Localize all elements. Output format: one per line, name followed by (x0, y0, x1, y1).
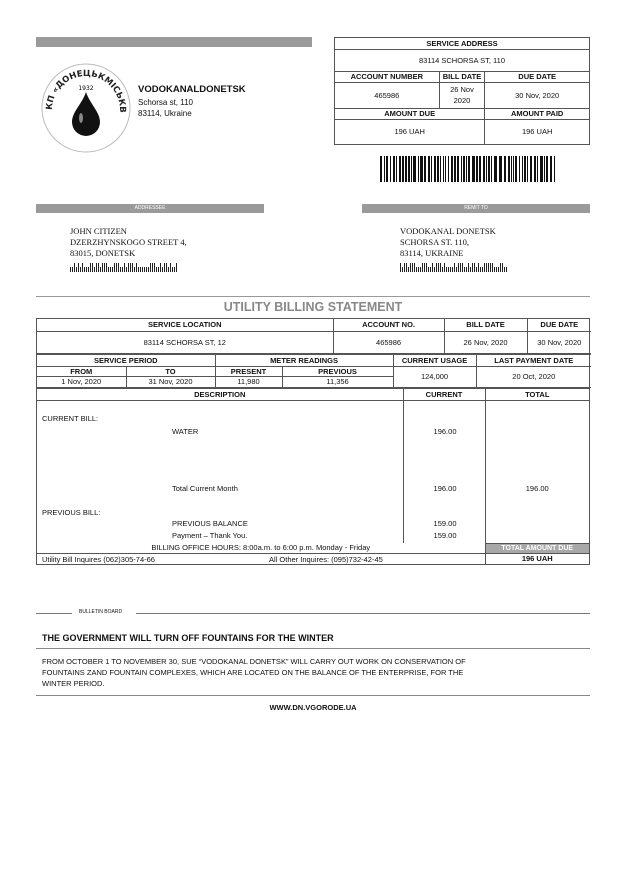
service-address-value: 83114 SCHORSA ST, 110 (335, 49, 589, 71)
due-date-value-2: 30 Nov, 2020 (527, 331, 591, 353)
remit-header (362, 204, 590, 213)
bulletin-label: BULLETIN BOARD (79, 609, 123, 615)
last-payment-label: LAST PAYMENT DATE (476, 354, 591, 366)
statement-table (36, 318, 590, 565)
previous-bill-label: PREVIOUS BILL: (42, 507, 101, 517)
inquiries-utility: Utility Bill Inquires (062)305-74-66 (42, 554, 155, 564)
bill-date-label: BILL DATE (439, 71, 485, 82)
bulletin-divider (36, 609, 590, 615)
current-label: CURRENT (403, 388, 485, 400)
bulletin-body: FROM OCTOBER 1 TO NOVEMBER 30, SUE “VODOKANAL DONETSK” WILL CARRY OUT WORK ON CONSERVATION OF FOUNTAINS ZAND FOUNTAIN COMPLEXES, WHICH ARE LOCATED ON THE BALANCE OF THE ENTERPRISE, FOR THE WINTER PERIOD. (42, 657, 466, 688)
amount-due-value: 196 UAH (335, 119, 485, 144)
payment-label: Payment – Thank You. (172, 530, 248, 540)
inquiries-row (37, 553, 485, 564)
present-value: 11,980 (215, 376, 282, 387)
company-logo (38, 60, 134, 156)
water-label: WATER (172, 426, 199, 436)
service-address-label: SERVICE ADDRESS (335, 38, 589, 49)
to-value: 31 Nov, 2020 (126, 376, 215, 387)
total-label: TOTAL (485, 388, 589, 400)
water-amount: 196.00 (433, 426, 457, 436)
account-no-value: 465986 (333, 331, 444, 353)
previous-balance-label: PREVIOUS BALANCE (172, 518, 248, 528)
bulletin-body-rule (36, 695, 590, 696)
website-link[interactable]: WWW.DN.VGORODE.UA (269, 703, 357, 712)
previous-label: PREVIOUS (282, 366, 393, 376)
to-label: TO (126, 366, 215, 376)
service-box (334, 37, 590, 145)
office-hours: BILLING OFFICE HOURS: 8:00a.m. to 6:00 p.m. Monday - Friday (37, 543, 485, 553)
payment-amount: 159.00 (433, 530, 457, 540)
previous-balance-amount: 159.00 (433, 518, 457, 528)
description-body (37, 400, 403, 543)
remit-line1: VODOKANAL DONETSK (400, 226, 496, 236)
logo-ring-text: КП «ДОНЕЦЬКМІСЬКВ (44, 68, 128, 113)
description-label: DESCRIPTION (37, 388, 403, 400)
company-name: VODOKANALDONETSK (138, 84, 246, 95)
section-divider (36, 296, 590, 297)
bulletin-headline: THE GOVERNMENT WILL TURN OFF FOUNTAINS FOR THE WINTER (42, 633, 334, 643)
service-period-label: SERVICE PERIOD (37, 354, 215, 366)
bill-date-value-2: 26 Nov, 2020 (444, 331, 527, 353)
addressee-line3: 83015, DONETSK (70, 248, 136, 258)
total-amount-due-value: 196 UAH (485, 553, 589, 564)
account-number-value: 465986 (335, 82, 439, 108)
amount-due-label: AMOUNT DUE (335, 108, 485, 119)
current-usage-value: 124,000 (393, 366, 476, 387)
previous-value: 11,356 (282, 376, 393, 387)
bulletin-headline-rule (36, 648, 590, 649)
present-label: PRESENT (215, 366, 282, 376)
from-value: 1 Nov, 2020 (37, 376, 126, 387)
company-address-line1: Schorsa st, 110 (138, 98, 193, 107)
addressee-postal-barcode (70, 261, 187, 270)
amount-paid-label: AMOUNT PAID (485, 108, 589, 119)
total-amount-due-label: TOTAL AMOUNT DUE (485, 543, 589, 553)
statement-title: UTILITY BILLING STATEMENT (223, 300, 403, 314)
addressee-line1: JOHN CITIZEN (70, 226, 127, 236)
addressee-label: ADDRESSEE (134, 205, 166, 211)
service-location-value: 83114 SCHORSA ST, 12 (37, 331, 333, 353)
total-current-month-total: 196.00 (525, 483, 549, 493)
total-current-month-amount: 196.00 (433, 483, 457, 493)
addressee-line2: DZERZHYNSKOGO STREET 4, (70, 237, 187, 247)
bill-date-label-2: BILL DATE (444, 319, 527, 331)
inquiries-other: All Other Inquires: (095)732-42-45 (269, 554, 383, 564)
total-current-month-label: Total Current Month (172, 483, 238, 493)
last-payment-value: 20 Oct, 2020 (476, 366, 591, 387)
remit-line3: 83114, UKRAINE (400, 248, 464, 258)
from-label: FROM (37, 366, 126, 376)
current-column (403, 400, 485, 543)
amount-paid-value: 196 UAH (485, 119, 589, 144)
due-date-label-2: DUE DATE (527, 319, 591, 331)
due-date-value: 30 Nov, 2020 (485, 82, 589, 108)
header-bar (36, 37, 312, 47)
logo-year: 1932 (78, 85, 94, 92)
service-location-label: SERVICE LOCATION (37, 319, 333, 331)
due-date-label: DUE DATE (485, 71, 589, 82)
payment-barcode (380, 156, 556, 182)
bill-date-value: 26 Nov 2020 (439, 82, 485, 108)
company-address-line2: 83114, Ukraine (138, 109, 192, 118)
addressee-block (70, 226, 187, 270)
current-usage-label: CURRENT USAGE (393, 354, 476, 366)
current-bill-label: CURRENT BILL: (42, 413, 99, 423)
remit-postal-barcode (400, 261, 508, 270)
total-column (485, 400, 589, 543)
remit-block (400, 226, 508, 270)
addressee-header (36, 204, 264, 213)
account-no-label: ACCOUNT NO. (333, 319, 444, 331)
remit-label: REMIT TO (464, 205, 488, 211)
meter-readings-label: METER READINGS (215, 354, 393, 366)
account-number-label: ACCOUNT NUMBER (335, 71, 439, 82)
remit-line2: SCHORSA ST. 110, (400, 237, 469, 247)
